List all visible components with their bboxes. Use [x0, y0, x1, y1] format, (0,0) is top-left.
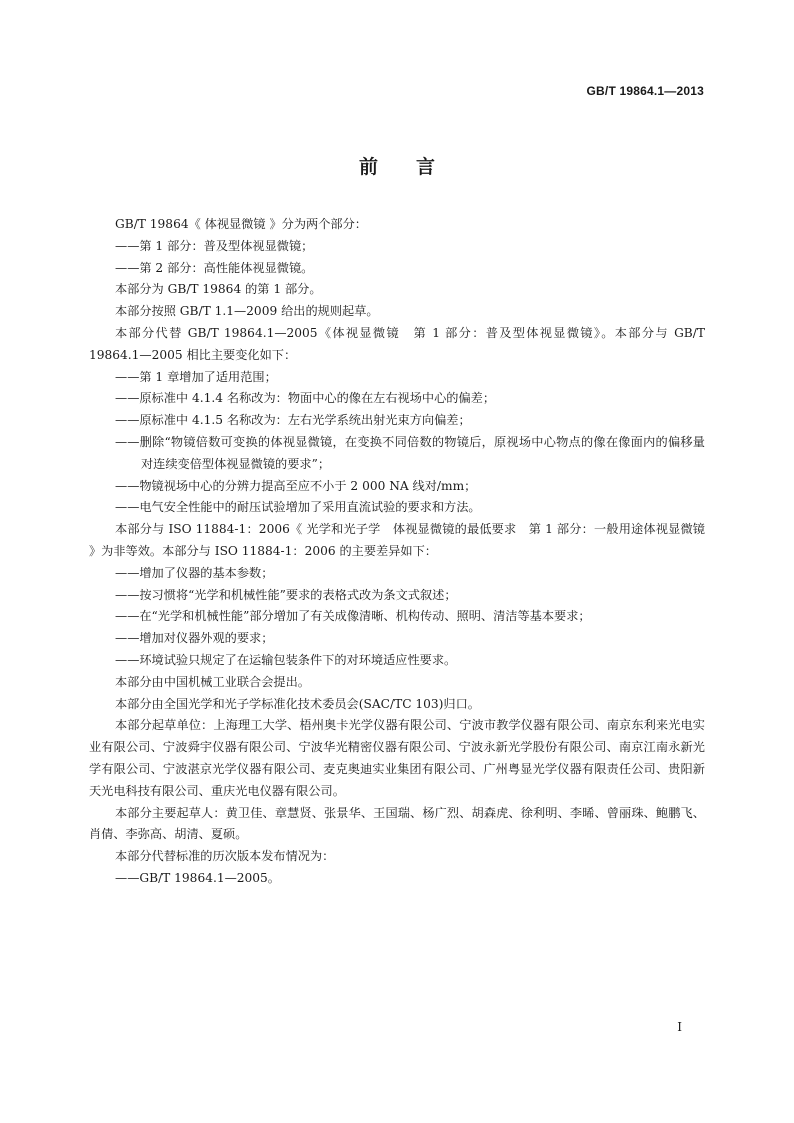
- paragraph-history-intro: 本部分代替标准的历次版本发布情况为：: [115, 849, 335, 864]
- list-item-diff-5: ——环境试验只规定了在运输包装条件下的对环境适应性要求。: [115, 652, 457, 667]
- list-item-part1: ——第 1 部分：普及型体视显微镜；: [115, 238, 314, 253]
- paragraph-drafters: 本部分主要起草人：黄卫佳、章慧贤、张景华、王国瑞、杨广烈、胡森虎、徐利明、李晞、曾丽珠、鲍鹏飞、肖倩、李弥高、胡清、夏硕。: [89, 805, 705, 842]
- list-item-change-5: ——物镜视场中心的分辨力提高至应不小于 2 000 NA 线对/mm；: [115, 478, 477, 493]
- list-item-change-6: ——电气安全性能中的耐压试验增加了采用直流试验的要求和方法。: [115, 500, 481, 515]
- paragraph-proposed-by: 本部分由中国机械工业联合会提出。: [115, 674, 310, 689]
- paragraph-drafting-rules: 本部分按照 GB/T 1.1—2009 给出的规则起草。: [115, 304, 379, 319]
- list-item-change-1: ——第 1 章增加了适用范围；: [115, 369, 277, 384]
- paragraph-centralized-by: 本部分由全国光学和光子学标准化技术委员会(SAC/TC 103)归口。: [115, 696, 480, 711]
- list-item-diff-4: ——增加对仪器外观的要求；: [115, 631, 274, 646]
- list-item-change-2: ——原标准中 4.1.4 名称改为：物面中心的像在左右视场中心的偏差；: [115, 391, 496, 406]
- list-item-diff-1: ——增加了仪器的基本参数；: [115, 565, 274, 580]
- paragraph-parts-intro: GB/T 19864《 体视显微镜 》分为两个部分：: [115, 217, 367, 231]
- page-title: 前言: [358, 156, 473, 178]
- list-item-diff-3: ——在“光学和机械性能”部分增加了有关成像清晰、机构传动、照明、清洁等基本要求；: [115, 609, 591, 624]
- list-item-history: ——GB/T 19864.1—2005。: [115, 870, 280, 885]
- paragraph-scope: 本部分为 GB/T 19864 的第 1 部分。: [115, 282, 322, 297]
- std-number: GB/T 19864.1—2013: [586, 84, 704, 98]
- paragraph-iso-relation: 本部分与 ISO 11884-1：2006《 光学和光子学 体视显微镜的最低要求 第 1 部分：一般用途体视显微镜 》为非等效。本部分与 ISO 11884-1：2006 的主要差异如下：: [89, 522, 705, 558]
- document-body: [89, 214, 705, 890]
- paragraph-drafting-units: 本部分起草单位：上海理工大学、梧州奥卡光学仪器有限公司、宁波市教学仪器有限公司、南京东利来光电实业有限公司、宁波舜宇仪器有限公司、宁波华光精密仪器有限公司、宁波永新光学股份有限公司、南京江南永新光学有限公司、宁波湛京光学仪器有限公司、麦克奥迪实业集团有限公司、广州粤显光学仪器有限责任公司、贵阳新天光电科技有限公司、重庆光电仪器有限公司。: [89, 718, 705, 798]
- page-number: I: [677, 1020, 682, 1034]
- paragraph-replaces: 本部分代替 GB/T 19864.1—2005《体视显微镜 第 1 部分：普及型体视显微镜》。本部分与 GB/T 19864.1—2005 相比主要变化如下：: [89, 325, 705, 362]
- list-item-change-4: ——删除“物镜倍数可变换的体视显微镜，在变换不同倍数的物镜后，原视场中心物点的像在像面内的偏移量对连续变倍型体视显微镜的要求”；: [115, 434, 705, 471]
- list-item-change-3: ——原标准中 4.1.5 名称改为：左右光学系统出射光束方向偏差；: [115, 413, 471, 428]
- list-item-diff-2: ——按习惯将“光学和机械性能”要求的表格式改为条文式叙述；: [115, 587, 457, 602]
- list-item-part2: ——第 2 部分：高性能体视显微镜。: [115, 260, 314, 275]
